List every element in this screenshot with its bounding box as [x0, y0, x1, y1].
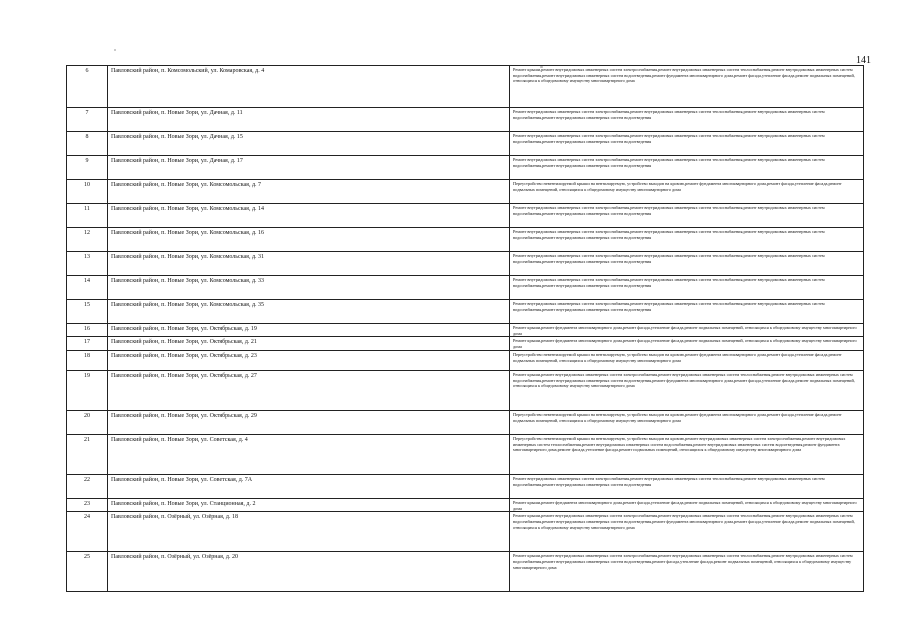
table-row — [67, 512, 864, 552]
row-number: 20 — [67, 410, 108, 434]
building-address: Павловский район, п. Озёрный, ул. Озёрная, д. 18 — [108, 512, 510, 552]
repair-works: Ремонт внутридомовых инженерных систем электроснабжения,ремонт внутридомовых инженерных систем теплоснабжения,ремонт внутридомовых инженерных систем водоснабжения,ремонт внутридомовых инженерных систем водоотведения — [510, 156, 864, 180]
repair-works: Ремонт внутридомовых инженерных систем электроснабжения,ремонт внутридомовых инженерных систем теплоснабжения,ремонт внутридомовых инженерных систем водоснабжения,ремонт внутридомовых инженерных систем водоотведения — [510, 132, 864, 156]
building-address: Павловский район, п. Озёрный, ул. Озёрная, д. 20 — [108, 552, 510, 592]
row-number: 18 — [67, 350, 108, 370]
repair-works: Переустройство невентилируемой крыши на вентилируемую, устройство выходов на кровлю,ремонт фундамента многоквартирного дома,ремонт фасада,утепление фасада,ремонт подвальных помещений, относящихся к общедомовому имуществу многоквартирного дома — [510, 180, 864, 204]
scan-speck — [114, 49, 116, 51]
row-number: 9 — [67, 156, 108, 180]
row-number: 11 — [67, 204, 108, 228]
table-row — [67, 228, 864, 252]
row-number: 16 — [67, 324, 108, 337]
repair-works: Ремонт внутридомовых инженерных систем электроснабжения,ремонт внутридомовых инженерных систем теплоснабжения,ремонт внутридомовых инженерных систем водоснабжения,ремонт внутридомовых инженерных систем водоотведения — [510, 276, 864, 300]
row-number: 24 — [67, 512, 108, 552]
row-number: 21 — [67, 434, 108, 474]
row-number: 6 — [67, 66, 108, 108]
table-row — [67, 552, 864, 592]
building-address: Павловский район, п. Новые Зори, ул. Дачная, д. 17 — [108, 156, 510, 180]
row-number: 25 — [67, 552, 108, 592]
building-address: Павловский район, п. Новые Зори, ул. Комсомольская, д. 35 — [108, 300, 510, 324]
building-address: Павловский район, п. Новые Зори, ул. Комсомольская, д. 14 — [108, 204, 510, 228]
repair-works: Ремонт внутридомовых инженерных систем электроснабжения,ремонт внутридомовых инженерных систем теплоснабжения,ремонт внутридомовых инженерных систем водоснабжения,ремонт внутридомовых инженерных систем водоотведения — [510, 474, 864, 498]
row-number: 14 — [67, 276, 108, 300]
table-row — [67, 337, 864, 350]
page-number: 141 — [856, 55, 871, 66]
row-number: 13 — [67, 252, 108, 276]
table-row — [67, 204, 864, 228]
table-row — [67, 252, 864, 276]
table-row — [67, 434, 864, 474]
building-address: Павловский район, п. Новые Зори, ул. Октябрьская, д. 23 — [108, 350, 510, 370]
building-address: Павловский район, п. Новые Зори, ул. Комсомольская, д. 33 — [108, 276, 510, 300]
table-row — [67, 276, 864, 300]
repair-works: Ремонт внутридомовых инженерных систем электроснабжения,ремонт внутридомовых инженерных систем теплоснабжения,ремонт внутридомовых инженерных систем водоснабжения,ремонт внутридомовых инженерных систем водоотведения — [510, 252, 864, 276]
building-address: Павловский район, п. Новые Зори, ул. Октябрьская, д. 21 — [108, 337, 510, 350]
table-row — [67, 180, 864, 204]
building-registry-table — [66, 65, 864, 592]
repair-works: Переустройство невентилируемой крыши на вентилируемую, устройство выходов на кровлю,ремонт фундамента многоквартирного дома,ремонт фасада,утепление фасада,ремонт подвальных помещений, относящихся к общедомовому имуществу многоквартирного дома — [510, 350, 864, 370]
repair-works: Ремонт внутридомовых инженерных систем электроснабжения,ремонт внутридомовых инженерных систем теплоснабжения,ремонт внутридомовых инженерных систем водоснабжения,ремонт внутридомовых инженерных систем водоотведения — [510, 228, 864, 252]
table-row — [67, 324, 864, 337]
repair-works: Ремонт внутридомовых инженерных систем электроснабжения,ремонт внутридомовых инженерных систем теплоснабжения,ремонт внутридомовых инженерных систем водоснабжения,ремонт внутридомовых инженерных систем водоотведения — [510, 300, 864, 324]
repair-works: Переустройство невентилируемой крыши на вентилируемую, устройство выходов на кровлю,ремонт фундамента многоквартирного дома,ремонт фасада,утепление фасада,ремонт подвальных помещений, относящихся к общедомовому имуществу многоквартирного дома — [510, 410, 864, 434]
row-number: 23 — [67, 498, 108, 511]
table-row — [67, 108, 864, 132]
repair-works: Ремонт крыши,ремонт внутридомовых инженерных систем электроснабжения,ремонт внутридомовых инженерных систем теплоснабжения,ремонт внутридомовых инженерных систем водоснабжения,ремонт внутридомовых инженерных систем водоотведения,ремонт фундамента многоквартирного дома,ремонт фасада,утепление фасада,ремонт подвальных помещений, относящихся к общедомовому имуществу многоквартирного дома — [510, 512, 864, 552]
table-row — [67, 370, 864, 410]
row-number: 10 — [67, 180, 108, 204]
row-number: 12 — [67, 228, 108, 252]
building-address: Павловский район, п. Новые Зори, ул. Октябрьская, д. 29 — [108, 410, 510, 434]
row-number: 15 — [67, 300, 108, 324]
table-row — [67, 300, 864, 324]
registry-rows — [67, 66, 864, 592]
row-number: 19 — [67, 370, 108, 410]
building-address: Павловский район, п. Новые Зори, ул. Октябрьская, д. 19 — [108, 324, 510, 337]
building-address: Павловский район, п. Новые Зори, ул. Комсомольская, д. 7 — [108, 180, 510, 204]
table-row — [67, 66, 864, 108]
building-address: Павловский район, п. Комсомольский, ул. Комаровская, д. 4 — [108, 66, 510, 108]
table-row — [67, 498, 864, 511]
row-number: 17 — [67, 337, 108, 350]
repair-works: Ремонт внутридомовых инженерных систем электроснабжения,ремонт внутридомовых инженерных систем теплоснабжения,ремонт внутридомовых инженерных систем водоснабжения,ремонт внутридомовых инженерных систем водоотведения — [510, 204, 864, 228]
table-row — [67, 350, 864, 370]
row-number: 8 — [67, 132, 108, 156]
building-address: Павловский район, п. Новые Зори, ул. Советская, д. 7А — [108, 474, 510, 498]
table-row — [67, 156, 864, 180]
row-number: 7 — [67, 108, 108, 132]
table-row — [67, 410, 864, 434]
repair-works: Ремонт внутридомовых инженерных систем электроснабжения,ремонт внутридомовых инженерных систем теплоснабжения,ремонт внутридомовых инженерных систем водоснабжения,ремонт внутридомовых инженерных систем водоотведения — [510, 108, 864, 132]
repair-works: Ремонт крыши,ремонт внутридомовых инженерных систем электроснабжения,ремонт внутридомовых инженерных систем теплоснабжения,ремонт внутридомовых инженерных систем водоснабжения,ремонт внутридомовых инженерных систем водоотведения,ремонт фасада,утепление фасада,ремонт подвальных помещений, относящихся к общедомовому имуществу многоквартирного дома — [510, 552, 864, 592]
building-address: Павловский район, п. Новые Зори, ул. Октябрьская, д. 27 — [108, 370, 510, 410]
repair-works: Ремонт крыши,ремонт внутридомовых инженерных систем электроснабжения,ремонт внутридомовых инженерных систем теплоснабжения,ремонт внутридомовых инженерных систем водоснабжения,ремонт внутридомовых инженерных систем водоотведения,ремонт фундамента многоквартирного дома,ремонт фасада,утепление фасада,ремонт подвальных помещений, относящихся к общедомовому имуществу многоквартирного дома — [510, 66, 864, 108]
building-address: Павловский район, п. Новые Зори, ул. Комсомольская, д. 16 — [108, 228, 510, 252]
repair-works: Ремонт крыши,ремонт фундамента многоквартирного дома,ремонт фасада,утепление фасада,ремонт подвальных помещений, относящихся к общедомовому имуществу многоквартирного дома — [510, 498, 864, 511]
building-address: Павловский район, п. Новые Зори, ул. Дачная, д. 11 — [108, 108, 510, 132]
repair-works: Ремонт крыши,ремонт фундамента многоквартирного дома,ремонт фасада,утепление фасада,ремонт подвальных помещений, относящихся к общедомовому имуществу многоквартирного дома — [510, 324, 864, 337]
repair-works: Переустройство невентилируемой крыши на вентилируемую, устройство выходов на кровлю,ремонт внутридомовых инженерных систем электроснабжения,ремонт внутридомовых инженерных систем теплоснабжения,ремонт внутридомовых инженерных систем водоснабжения,ремонт внутридомовых инженерных систем водоотведения,ремонт фундамента многоквартирного дома,ремонт фасада,утепление фасада,ремонт подвальных помещений, относящихся к общедомовому имуществу многоквартирного дома — [510, 434, 864, 474]
building-address: Павловский район, п. Новые Зори, ул. Дачная, д. 15 — [108, 132, 510, 156]
table-row — [67, 132, 864, 156]
repair-works: Ремонт крыши,ремонт фундамента многоквартирного дома,ремонт фасада,утепление фасада,ремонт подвальных помещений, относящихся к общедомовому имуществу многоквартирного дома — [510, 337, 864, 350]
building-address: Павловский район, п. Новые Зори, ул. Комсомольская, д. 31 — [108, 252, 510, 276]
repair-works: Ремонт крыши,ремонт внутридомовых инженерных систем электроснабжения,ремонт внутридомовых инженерных систем теплоснабжения,ремонт внутридомовых инженерных систем водоснабжения,ремонт внутридомовых инженерных систем водоотведения,ремонт фундамента многоквартирного дома,ремонт фасада,утепление фасада,ремонт подвальных помещений, относящихся к общедомовому имуществу многоквартирного дома — [510, 370, 864, 410]
row-number: 22 — [67, 474, 108, 498]
building-address: Павловский район, п. Новые Зори, ул. Станционная, д. 2 — [108, 498, 510, 511]
table-row — [67, 474, 864, 498]
building-address: Павловский район, п. Новые Зори, ул. Советская, д. 4 — [108, 434, 510, 474]
